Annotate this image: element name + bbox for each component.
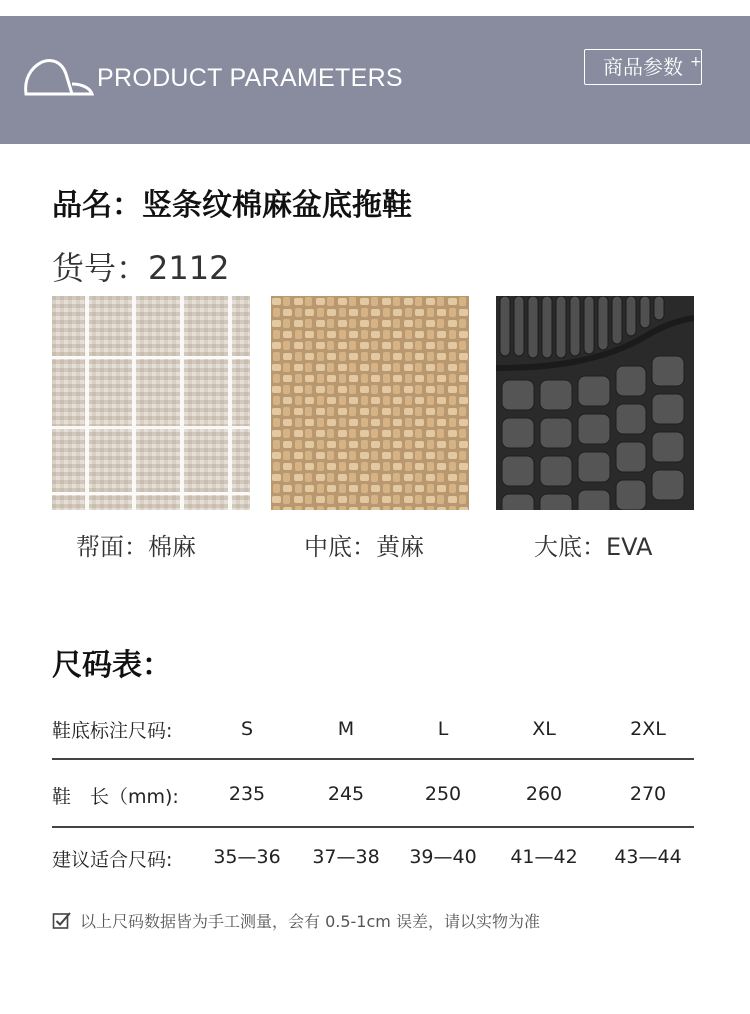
table-row: [52, 713, 694, 773]
plus-icon: +: [690, 54, 702, 70]
row-label: 建议适合尺码:: [52, 849, 173, 871]
material-label-outsole: 大底：EVA: [534, 533, 653, 561]
table-divider: [52, 758, 694, 760]
table-divider: [52, 826, 694, 828]
row-label: 鞋 长（mm):: [52, 786, 179, 808]
table-cell: 250: [424, 783, 462, 805]
material-label-upper: 帮面：棉麻: [76, 533, 196, 561]
cn-badge: 商品参数: [584, 49, 702, 85]
size-chart-title: 尺码表：: [52, 648, 172, 683]
material-label-midsole: 中底：黄麻: [304, 533, 424, 561]
table-cell: 43—44: [614, 846, 682, 868]
table-cell: L: [437, 718, 449, 740]
cap-outline-icon: [22, 50, 94, 96]
table-cell: 235: [228, 783, 266, 805]
table-cell: XL: [532, 718, 556, 740]
checkbox-checked-icon: [52, 911, 72, 931]
header-title: PRODUCT PARAMETERS: [97, 64, 403, 92]
table-cell: 37—38: [312, 846, 380, 868]
top-strip: [0, 0, 750, 16]
table-cell: 35—36: [213, 846, 281, 868]
table-cell: 270: [629, 783, 667, 805]
note-text: 以上尺码数据皆为手工测量，会有 0.5-1cm 误差，请以实物为准: [80, 912, 540, 931]
table-cell: 39—40: [409, 846, 477, 868]
table-cell: 260: [525, 783, 563, 805]
product-sku: 货号：2112: [52, 249, 230, 287]
product-name: 品名：竖条纹棉麻盆底拖鞋: [52, 188, 412, 223]
table-cell: 41—42: [510, 846, 578, 868]
measurement-note: [52, 909, 540, 932]
table-cell: 245: [327, 783, 365, 805]
table-row: [52, 843, 694, 903]
table-row: [52, 780, 694, 840]
swatch-jute-weave: [271, 296, 469, 510]
table-cell: 2XL: [630, 718, 666, 740]
swatch-eva-sole: [496, 296, 694, 510]
table-cell: S: [240, 718, 254, 740]
swatch-striped-linen: [52, 296, 250, 510]
table-cell: M: [337, 718, 355, 740]
row-label: 鞋底标注尺码:: [52, 720, 173, 742]
